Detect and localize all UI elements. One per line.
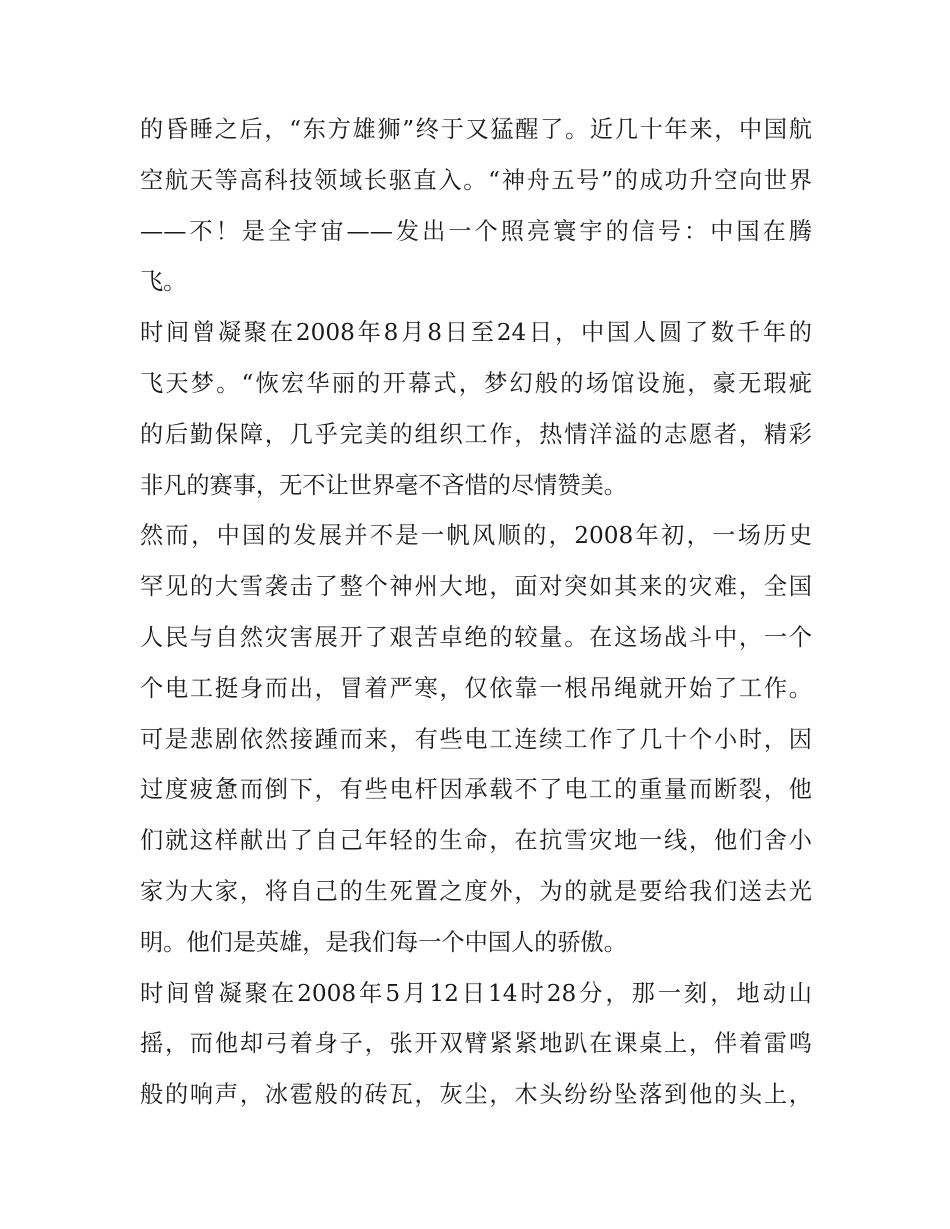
text-line: ——不！是全宇宙——发出一个照亮寰宇的信号：中国在腾 bbox=[140, 217, 812, 245]
text-line: 般的响声，冰雹般的砖瓦，灰尘，木头纷纷坠落到他的头上， bbox=[140, 1081, 812, 1109]
text-line: 过度疲惫而倒下，有些电杆因承载不了电工的重量而断裂，他 bbox=[140, 776, 812, 804]
text-line: 摇，而他却弓着身子，张开双臂紧紧地趴在课桌上，伴着雷鸣 bbox=[140, 1030, 812, 1058]
text-line: 飞。 bbox=[140, 268, 187, 296]
text-line: 罕见的大雪袭击了整个神州大地，面对突如其来的灾难，全国 bbox=[140, 573, 812, 601]
text-line: 空航天等高科技领域长驱直入。“神舟五号”的成功升空向世界 bbox=[140, 166, 812, 194]
text-line: 明。他们是英雄，是我们每一个中国人的骄傲。 bbox=[140, 928, 627, 956]
text-line: 个电工挺身而出，冒着严寒，仅依靠一根吊绳就开始了工作。 bbox=[140, 674, 812, 702]
text-line: 的昏睡之后，“东方雄狮”终于又猛醒了。近几十年来，中国航 bbox=[140, 116, 812, 143]
text-line: 家为大家，将自己的生死置之度外，为的就是要给我们送去光 bbox=[140, 877, 812, 905]
document-body bbox=[140, 105, 812, 1121]
text-line: 的后勤保障，几乎完美的组织工作，热情洋溢的志愿者，精彩 bbox=[140, 420, 812, 448]
text-line: 时间曾凝聚在2008年8月8日至24日，中国人圆了数千年的 bbox=[140, 319, 812, 347]
text-line: 非凡的赛事，无不让世界毫不吝惜的尽情赞美。 bbox=[140, 471, 627, 499]
text-line: 然而，中国的发展并不是一帆风顺的，2008年初，一场历史 bbox=[140, 522, 812, 550]
text-line: 们就这样献出了自己年轻的生命，在抗雪灾地一线，他们舍小 bbox=[140, 827, 812, 855]
text-line: 时间曾凝聚在2008年5月12日14时28分，那一刻，地动山 bbox=[140, 979, 812, 1007]
text-line: 人民与自然灾害展开了艰苦卓绝的较量。在这场战斗中，一个 bbox=[140, 623, 812, 651]
text-line: 可是悲剧依然接踵而来，有些电工连续工作了几十个小时，因 bbox=[140, 725, 812, 753]
text-line: 飞天梦。“恢宏华丽的开幕式，梦幻般的场馆设施，豪无瑕疵 bbox=[140, 369, 812, 397]
